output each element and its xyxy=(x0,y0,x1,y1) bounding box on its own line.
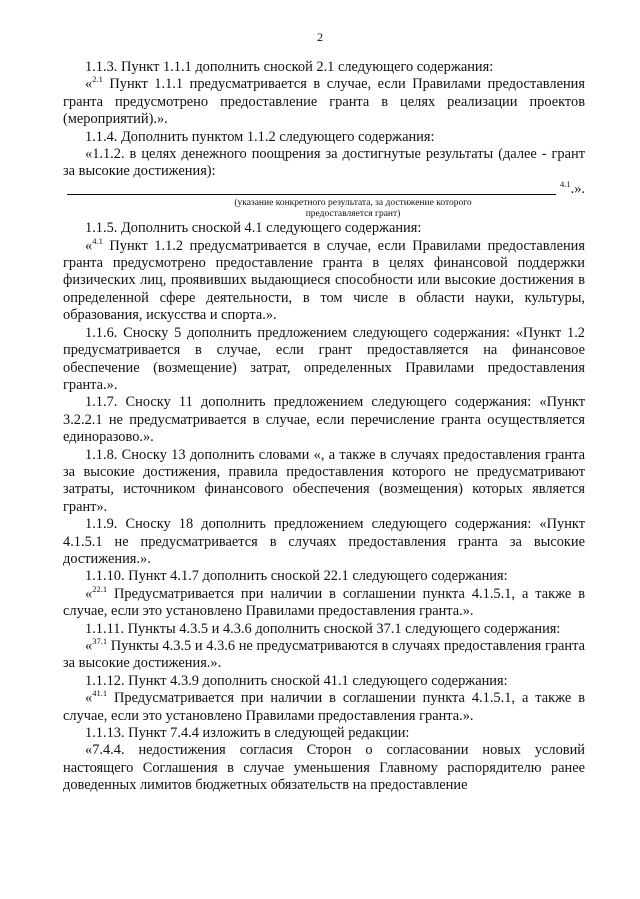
clause-1-1-2-text xyxy=(63,146,585,181)
paragraph-1-1-3: 1.1.3. Пункт 1.1.1 дополнить сноской 2.1 следующего содержания: xyxy=(85,59,494,75)
paragraph-1-1-7: 1.1.7. Сноску 11 дополнить предложением следующего содержания: «Пункт 3.2.2.1 не предусматривается в случае, если перечисление гранта осуществляется единоразово.». xyxy=(63,394,585,446)
clause-end: .». xyxy=(570,180,585,197)
fill-in-blank xyxy=(67,184,556,195)
footnote-4-1-text: «$^{4.1}$ Пункт 1.1.2 предусматривается в случае, если Правилами предоставления гранта предусмотрено предоставление гранта в целях финансовой поддержки физических лиц, проявивших выдающиеся способности или высокие достижения в определенной сфере деятельности, в том числе в области науки, культуры, образования, искусства и спорта.». xyxy=(63,235,585,324)
paragraph-1-1-9: 1.1.9. Сноску 18 дополнить предложением следующего содержания: «Пункт 4.1.5.1 не предусматривается в случаях предоставления гранта за высокие достижения.». xyxy=(63,516,585,567)
fill-in-row xyxy=(63,178,585,198)
footnote-body: Пункт 1.1.2 предусматривается в случае, если Правилами предоставления гранта предусмотрено предоставление гранта в целях финансовой поддержки физических лиц, проявивших выдающиеся способности или высокие достижения в определенной сфере деятельности, в том числе в области науки, культуры, образования, искусства и спорта.». xyxy=(63,237,585,324)
footnote-body: Пункты 4.3.5 и 4.3.6 не предусматриваются в случаях предоставления гранта за высокие достижения.». xyxy=(63,638,585,672)
footnote-marker: 22.1 xyxy=(92,583,108,594)
footnote-marker: 4.1 xyxy=(559,178,571,189)
paragraph-1-1-6: 1.1.6. Сноску 5 дополнить предложением следующего содержания: «Пункт 1.2 предусматривается в случае, если грант предоставляется на финансовое обеспечение (возмещение) затрат, определенных Правилами предоставления гранта.». xyxy=(63,324,585,393)
fill-in-end xyxy=(559,178,585,198)
footnote-marker: 41.1 xyxy=(92,688,108,699)
paragraph-1-1-12: 1.1.12. Пункт 4.3.9 дополнить сноской 41.1 следующего содержания: xyxy=(85,672,508,689)
clause-text: «1.1.2. в целях денежного поощрения за достигнутые результаты (далее - грант за высокие достижения): xyxy=(63,146,585,180)
fill-in-caption: (указание конкретного результата, за достижение которого предоставляется грант) xyxy=(234,198,472,220)
footnote-2-1-text: «$^{2.1}$ Пункт 1.1.1 предусматривается в случае, если Правилами предоставления гранта предусмотрено предоставление гранта в целях реализации проектов (мероприятий).». xyxy=(63,74,585,128)
footnote-body: Предусматривается при наличии в соглашении пункта 4.1.5.1, а также в случае, если это установлено Правилами предоставления гранта.». xyxy=(63,585,585,620)
footnote-marker: 4.1 xyxy=(92,235,103,246)
paragraph-1-1-13: 1.1.13. Пункт 7.4.4 изложить в следующей редакции: xyxy=(85,725,410,742)
paragraph-1-1-11: 1.1.11. Пункты 4.3.5 и 4.3.6 дополнить сноской 37.1 следующего содержания: xyxy=(85,620,561,637)
footnote-37-1-text: «$^{37.1}$ Пункты 4.3.5 и 4.3.6 не предусматриваются в случаях предоставления гранта за высокие достижения.». xyxy=(63,636,585,672)
clause-7-4-4-text: «7.4.4. недостижения согласия Сторон о согласовании новых условий настоящего Соглашения в случае уменьшения Главному распорядителю ранее доведенных лимитов бюджетных обязательств на предоставление xyxy=(63,742,585,794)
footnote-body: Пункт 1.1.1 предусматривается в случае, если Правилами предоставления гранта предусмотрено предоставление гранта в целях реализации проектов (мероприятий).». xyxy=(63,76,585,128)
paragraph-1-1-10: 1.1.10. Пункт 4.1.7 дополнить сноской 22.1 следующего содержания: xyxy=(85,568,508,585)
footnote-41-1-text: «$^{41.1}$ Предусматривается при наличии в соглашении пункта 4.1.5.1, а также в случае, если это установлено Правилами предоставления гранта.». xyxy=(63,688,585,724)
footnote-body: Предусматривается при наличии в соглашении пункта 4.1.5.1, а также в случае, если это установлено Правилами предоставления гранта.». xyxy=(63,690,585,724)
footnote-marker: 2.1 xyxy=(92,74,103,85)
document-body xyxy=(63,59,585,795)
paragraph-1-1-8: 1.1.8. Сноску 13 дополнить словами «, а также в случаях предоставления гранта за высокие достижения, правила предоставления которого не предусматривают затраты, источником финансового обеспечения (возмещения) которых является грант». xyxy=(63,446,585,515)
footnote-22-1-text: «$^{22.1}$ Предусматривается при наличии в соглашении пункта 4.1.5.1, а также в случае, если это установлено Правилами предоставления гранта.». xyxy=(63,583,585,620)
page-number: 2 xyxy=(317,30,323,44)
footnote-marker: 37.1 xyxy=(92,636,108,646)
paragraph-1-1-4: 1.1.4. Дополнить пунктом 1.1.2 следующего содержания: xyxy=(85,128,435,145)
paragraph-1-1-5: 1.1.5. Дополнить сноской 4.1 следующего содержания: xyxy=(85,220,422,237)
